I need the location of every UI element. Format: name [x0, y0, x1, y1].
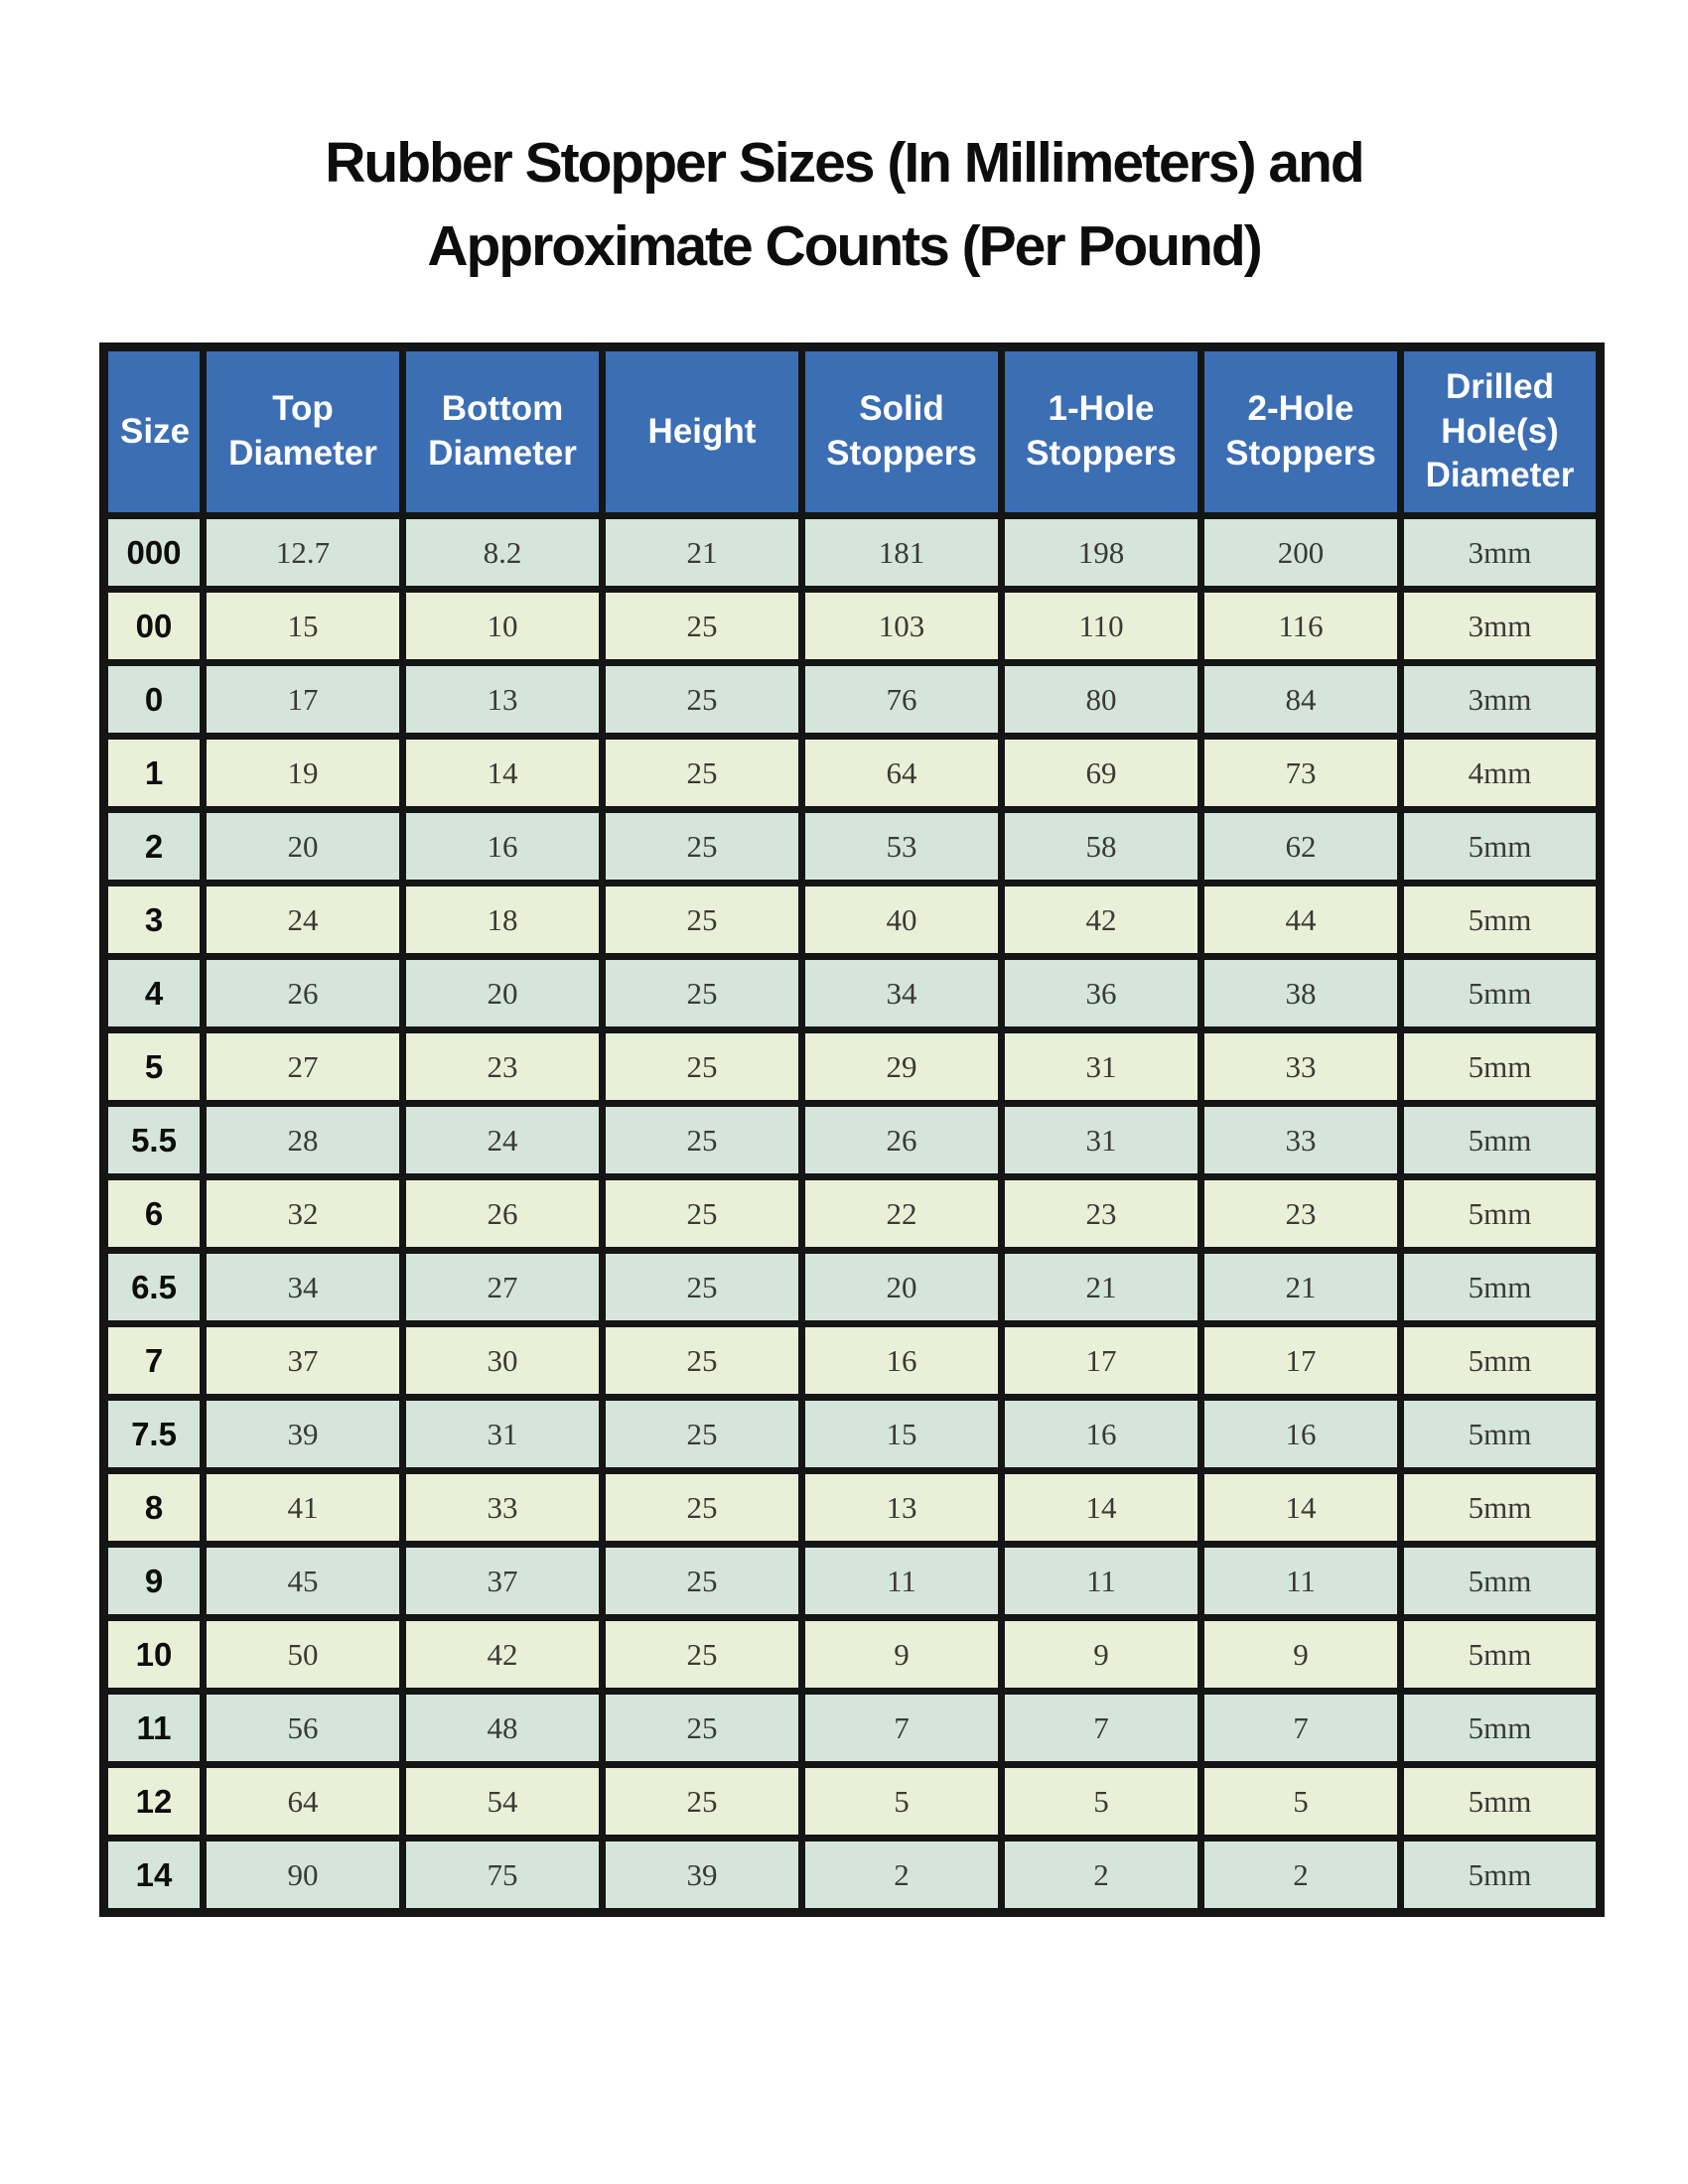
value-cell: 5 [802, 1765, 1002, 1839]
value-cell: 16 [403, 810, 603, 884]
table-row-size-000 [104, 516, 1601, 590]
column-header-size: Size [104, 347, 204, 516]
table-row-size-4 [104, 957, 1601, 1030]
value-cell: 12.7 [204, 516, 403, 590]
table-header [104, 347, 1601, 516]
value-cell: 7 [802, 1692, 1002, 1765]
value-cell: 20 [204, 810, 403, 884]
value-cell: 24 [403, 1104, 603, 1177]
column-header-1-hole-stoppers: 1-Hole Stoppers [1002, 347, 1201, 516]
value-cell: 5mm [1401, 1839, 1601, 1913]
value-cell: 26 [403, 1177, 603, 1251]
value-cell: 25 [603, 957, 802, 1030]
value-cell: 58 [1002, 810, 1201, 884]
value-cell: 76 [802, 663, 1002, 737]
size-cell: 10 [104, 1618, 204, 1692]
value-cell: 11 [1201, 1545, 1401, 1618]
value-cell: 25 [603, 1177, 802, 1251]
value-cell: 9 [802, 1618, 1002, 1692]
value-cell: 3mm [1401, 516, 1601, 590]
value-cell: 45 [204, 1545, 403, 1618]
value-cell: 25 [603, 1398, 802, 1471]
value-cell: 5mm [1401, 1251, 1601, 1324]
value-cell: 17 [1002, 1324, 1201, 1398]
value-cell: 14 [403, 737, 603, 810]
size-cell: 0 [104, 663, 204, 737]
column-header-solid-stoppers: Solid Stoppers [802, 347, 1002, 516]
value-cell: 110 [1002, 590, 1201, 663]
table-row-size-7.5 [104, 1398, 1601, 1471]
table-row-size-12 [104, 1765, 1601, 1839]
size-cell: 4 [104, 957, 204, 1030]
size-cell: 7.5 [104, 1398, 204, 1471]
column-header-height: Height [603, 347, 802, 516]
value-cell: 5mm [1401, 810, 1601, 884]
value-cell: 42 [1002, 884, 1201, 957]
size-cell: 8 [104, 1471, 204, 1545]
value-cell: 10 [403, 590, 603, 663]
value-cell: 31 [1002, 1030, 1201, 1104]
value-cell: 37 [204, 1324, 403, 1398]
table-row-size-0 [104, 663, 1601, 737]
value-cell: 181 [802, 516, 1002, 590]
value-cell: 9 [1201, 1618, 1401, 1692]
value-cell: 64 [204, 1765, 403, 1839]
value-cell: 84 [1201, 663, 1401, 737]
value-cell: 3mm [1401, 663, 1601, 737]
value-cell: 5mm [1401, 1398, 1601, 1471]
value-cell: 4mm [1401, 737, 1601, 810]
value-cell: 11 [802, 1545, 1002, 1618]
value-cell: 25 [603, 1765, 802, 1839]
value-cell: 31 [403, 1398, 603, 1471]
value-cell: 16 [1002, 1398, 1201, 1471]
value-cell: 33 [1201, 1104, 1401, 1177]
value-cell: 26 [802, 1104, 1002, 1177]
table-row-size-5 [104, 1030, 1601, 1104]
value-cell: 33 [403, 1471, 603, 1545]
value-cell: 25 [603, 663, 802, 737]
value-cell: 5mm [1401, 1104, 1601, 1177]
value-cell: 30 [403, 1324, 603, 1398]
value-cell: 7 [1002, 1692, 1201, 1765]
value-cell: 42 [403, 1618, 603, 1692]
value-cell: 20 [802, 1251, 1002, 1324]
value-cell: 54 [403, 1765, 603, 1839]
size-cell: 9 [104, 1545, 204, 1618]
value-cell: 5 [1002, 1765, 1201, 1839]
value-cell: 23 [1201, 1177, 1401, 1251]
value-cell: 27 [204, 1030, 403, 1104]
value-cell: 21 [1201, 1251, 1401, 1324]
table-row-size-10 [104, 1618, 1601, 1692]
table-row-size-00 [104, 590, 1601, 663]
size-cell: 00 [104, 590, 204, 663]
value-cell: 16 [802, 1324, 1002, 1398]
value-cell: 14 [1201, 1471, 1401, 1545]
value-cell: 200 [1201, 516, 1401, 590]
value-cell: 48 [403, 1692, 603, 1765]
value-cell: 80 [1002, 663, 1201, 737]
table-row-size-7 [104, 1324, 1601, 1398]
value-cell: 34 [204, 1251, 403, 1324]
value-cell: 25 [603, 737, 802, 810]
value-cell: 64 [802, 737, 1002, 810]
value-cell: 62 [1201, 810, 1401, 884]
stopper-size-table [99, 342, 1605, 1917]
size-cell: 12 [104, 1765, 204, 1839]
size-cell: 2 [104, 810, 204, 884]
value-cell: 5mm [1401, 1324, 1601, 1398]
value-cell: 37 [403, 1545, 603, 1618]
table-row-size-6 [104, 1177, 1601, 1251]
value-cell: 21 [603, 516, 802, 590]
value-cell: 25 [603, 590, 802, 663]
value-cell: 32 [204, 1177, 403, 1251]
value-cell: 24 [204, 884, 403, 957]
value-cell: 25 [603, 1471, 802, 1545]
value-cell: 21 [1002, 1251, 1201, 1324]
column-header-drilled-hole-s-diameter: Drilled Hole(s) Diameter [1401, 347, 1601, 516]
table-row-size-11 [104, 1692, 1601, 1765]
page-title [0, 121, 1688, 288]
table-row-size-1 [104, 737, 1601, 810]
value-cell: 20 [403, 957, 603, 1030]
page-title-line-1: Rubber Stopper Sizes (In Millimeters) and [325, 131, 1363, 195]
column-header-top-diameter: Top Diameter [204, 347, 403, 516]
value-cell: 27 [403, 1251, 603, 1324]
value-cell: 13 [802, 1471, 1002, 1545]
size-cell: 14 [104, 1839, 204, 1913]
value-cell: 39 [204, 1398, 403, 1471]
table-row-size-9 [104, 1545, 1601, 1618]
value-cell: 5mm [1401, 1471, 1601, 1545]
value-cell: 23 [1002, 1177, 1201, 1251]
value-cell: 116 [1201, 590, 1401, 663]
value-cell: 5mm [1401, 1618, 1601, 1692]
column-header-2-hole-stoppers: 2-Hole Stoppers [1201, 347, 1401, 516]
value-cell: 18 [403, 884, 603, 957]
value-cell: 44 [1201, 884, 1401, 957]
value-cell: 17 [1201, 1324, 1401, 1398]
size-cell: 5.5 [104, 1104, 204, 1177]
value-cell: 2 [1002, 1839, 1201, 1913]
value-cell: 25 [603, 1251, 802, 1324]
value-cell: 5mm [1401, 884, 1601, 957]
value-cell: 5mm [1401, 1177, 1601, 1251]
value-cell: 33 [1201, 1030, 1401, 1104]
value-cell: 56 [204, 1692, 403, 1765]
table-row-size-5.5 [104, 1104, 1601, 1177]
value-cell: 31 [1002, 1104, 1201, 1177]
value-cell: 25 [603, 884, 802, 957]
value-cell: 28 [204, 1104, 403, 1177]
value-cell: 25 [603, 1104, 802, 1177]
table-row-size-14 [104, 1839, 1601, 1913]
value-cell: 25 [603, 1692, 802, 1765]
value-cell: 25 [603, 1324, 802, 1398]
value-cell: 103 [802, 590, 1002, 663]
value-cell: 25 [603, 1618, 802, 1692]
value-cell: 38 [1201, 957, 1401, 1030]
value-cell: 3mm [1401, 590, 1601, 663]
size-cell: 6 [104, 1177, 204, 1251]
table-row-size-3 [104, 884, 1601, 957]
table-header-row [104, 347, 1601, 516]
value-cell: 5mm [1401, 957, 1601, 1030]
value-cell: 39 [603, 1839, 802, 1913]
value-cell: 22 [802, 1177, 1002, 1251]
value-cell: 29 [802, 1030, 1002, 1104]
value-cell: 19 [204, 737, 403, 810]
value-cell: 36 [1002, 957, 1201, 1030]
value-cell: 5mm [1401, 1030, 1601, 1104]
value-cell: 53 [802, 810, 1002, 884]
size-cell: 7 [104, 1324, 204, 1398]
value-cell: 17 [204, 663, 403, 737]
value-cell: 26 [204, 957, 403, 1030]
value-cell: 5mm [1401, 1765, 1601, 1839]
value-cell: 73 [1201, 737, 1401, 810]
value-cell: 90 [204, 1839, 403, 1913]
size-cell: 11 [104, 1692, 204, 1765]
value-cell: 11 [1002, 1545, 1201, 1618]
value-cell: 13 [403, 663, 603, 737]
size-cell: 6.5 [104, 1251, 204, 1324]
value-cell: 69 [1002, 737, 1201, 810]
value-cell: 5mm [1401, 1692, 1601, 1765]
value-cell: 34 [802, 957, 1002, 1030]
value-cell: 41 [204, 1471, 403, 1545]
value-cell: 2 [1201, 1839, 1401, 1913]
value-cell: 15 [204, 590, 403, 663]
size-cell: 000 [104, 516, 204, 590]
value-cell: 25 [603, 1545, 802, 1618]
value-cell: 14 [1002, 1471, 1201, 1545]
value-cell: 9 [1002, 1618, 1201, 1692]
value-cell: 198 [1002, 516, 1201, 590]
value-cell: 2 [802, 1839, 1002, 1913]
value-cell: 5mm [1401, 1545, 1601, 1618]
size-cell: 5 [104, 1030, 204, 1104]
value-cell: 25 [603, 1030, 802, 1104]
value-cell: 7 [1201, 1692, 1401, 1765]
value-cell: 75 [403, 1839, 603, 1913]
value-cell: 40 [802, 884, 1002, 957]
column-header-bottom-diameter: Bottom Diameter [403, 347, 603, 516]
table-body [104, 516, 1601, 1913]
value-cell: 15 [802, 1398, 1002, 1471]
size-cell: 3 [104, 884, 204, 957]
value-cell: 23 [403, 1030, 603, 1104]
value-cell: 8.2 [403, 516, 603, 590]
table-row-size-6.5 [104, 1251, 1601, 1324]
value-cell: 25 [603, 810, 802, 884]
page-title-line-2: Approximate Counts (Per Pound) [427, 214, 1261, 278]
value-cell: 50 [204, 1618, 403, 1692]
value-cell: 5 [1201, 1765, 1401, 1839]
table-row-size-2 [104, 810, 1601, 884]
size-cell: 1 [104, 737, 204, 810]
value-cell: 16 [1201, 1398, 1401, 1471]
table-row-size-8 [104, 1471, 1601, 1545]
